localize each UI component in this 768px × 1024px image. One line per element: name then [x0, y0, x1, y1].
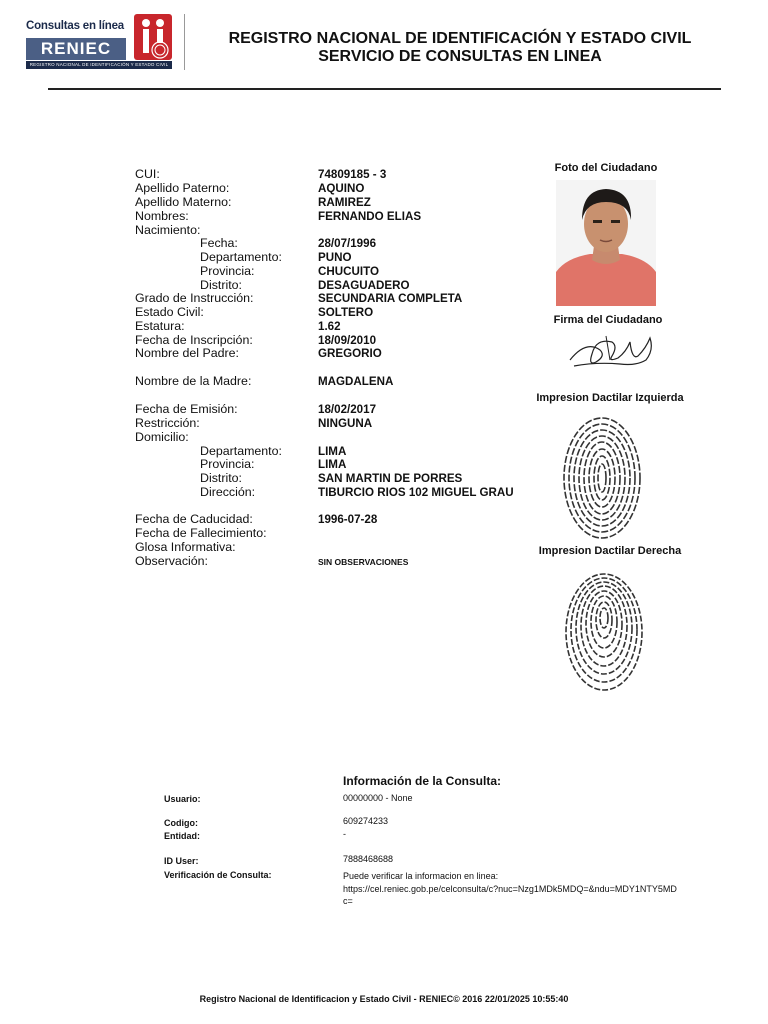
usuario-value: 00000000 - None	[343, 793, 413, 803]
citizen-photo	[556, 180, 656, 306]
citizen-signature	[566, 330, 658, 370]
apellido-paterno-label: Apellido Paterno:	[135, 181, 230, 195]
dom-provincia-label: Provincia:	[200, 457, 255, 471]
huella-derecha-caption: Impresion Dactilar Derecha	[538, 545, 682, 557]
nac-departamento-label: Departamento:	[200, 250, 282, 264]
entidad-value: -	[343, 829, 346, 839]
estatura-label: Estatura:	[135, 319, 185, 333]
nacimiento-label: Nacimiento:	[135, 223, 201, 237]
padre-label: Nombre del Padre:	[135, 346, 239, 360]
firma-caption: Firma del Ciudadano	[553, 314, 663, 326]
codigo-value: 609274233	[343, 816, 389, 826]
nac-fecha-value: 28/07/1996	[318, 237, 377, 250]
apellido-materno-label: Apellido Materno:	[135, 195, 232, 209]
entidad-label: Entidad:	[164, 831, 200, 841]
foto-caption: Foto del Ciudadano	[554, 162, 658, 174]
observacion-label: Observación:	[135, 554, 209, 568]
reniec-logo	[26, 14, 172, 70]
codigo-label: Codigo:	[164, 818, 198, 828]
nac-provincia-label: Provincia:	[200, 264, 255, 278]
nac-fecha-label: Fecha:	[200, 236, 238, 250]
logo-subtitle: REGISTRO NACIONAL DE IDENTIFICACIÓN Y ESTADO CIVIL	[26, 61, 172, 69]
logo-main-text: RENIEC	[26, 38, 126, 60]
dom-distrito-value: SAN MARTIN DE PORRES	[318, 472, 463, 485]
left-fingerprint-icon	[560, 412, 644, 542]
apellido-materno-value: RAMIREZ	[318, 196, 371, 209]
cui-label: CUI:	[135, 167, 160, 181]
caducidad-value: 1996-07-28	[318, 513, 378, 526]
madre-label: Nombre de la Madre:	[135, 374, 252, 388]
grado-value: SECUNDARIA COMPLETA	[318, 292, 463, 305]
fallecimiento-label: Fecha de Fallecimiento:	[135, 526, 267, 540]
dom-provincia-value: LIMA	[318, 458, 347, 471]
header-title: REGISTRO NACIONAL DE IDENTIFICACIÓN Y ESTADO CIVIL	[228, 30, 692, 47]
observacion-value: SIN OBSERVACIONES	[318, 557, 409, 567]
header-subtitle: SERVICIO DE CONSULTAS EN LINEA	[318, 48, 602, 65]
nac-distrito-value: DESAGUADERO	[318, 279, 410, 292]
dom-departamento-label: Departamento:	[200, 444, 282, 458]
madre-value: MAGDALENA	[318, 375, 394, 388]
verificacion-label: Verificación de Consulta:	[164, 870, 272, 880]
dom-distrito-label: Distrito:	[200, 471, 242, 485]
glosa-label: Glosa Informativa:	[135, 540, 236, 554]
inscripcion-value: 18/09/2010	[318, 334, 377, 347]
dom-direccion-value: TIBURCIO RIOS 102 MIGUEL GRAU	[318, 486, 514, 499]
estatura-value: 1.62	[318, 320, 341, 333]
restriccion-label: Restricción:	[135, 416, 200, 430]
usuario-label: Usuario:	[164, 794, 201, 804]
verificacion-text: Puede verificar la informacion en linea:	[343, 871, 499, 881]
nombres-value: FERNANDO ELIAS	[318, 210, 422, 223]
padre-value: GREGORIO	[318, 347, 382, 360]
dom-direccion-label: Dirección:	[200, 485, 256, 499]
header-rule	[48, 88, 721, 90]
apellido-paterno-value: AQUINO	[318, 182, 365, 195]
estado-civil-label: Estado Civil:	[135, 305, 204, 319]
cui-value: 74809185 - 3	[318, 168, 387, 181]
right-fingerprint-icon	[562, 568, 646, 694]
logo-top-text: Consultas en línea	[26, 20, 125, 32]
inscripcion-label: Fecha de Inscripción:	[135, 333, 253, 347]
nac-departamento-value: PUNO	[318, 251, 352, 264]
verificacion-url[interactable]: https://cel.reniec.gob.pe/celconsulta/c?nuc=Nzg1MDk5MDQ=&ndu=MDY1NTY5MD	[343, 884, 677, 894]
verificacion-url-cont[interactable]: c=	[343, 896, 353, 906]
caducidad-label: Fecha de Caducidad:	[135, 512, 253, 526]
id-user-value: 7888468688	[343, 854, 394, 864]
logo-emblem-icon	[134, 14, 172, 60]
nombres-label: Nombres:	[135, 209, 189, 223]
id-user-label: ID User:	[164, 856, 199, 866]
estado-civil-value: SOLTERO	[318, 306, 374, 319]
nac-provincia-value: CHUCUITO	[318, 265, 379, 278]
domicilio-label: Domicilio:	[135, 430, 189, 444]
emision-value: 18/02/2017	[318, 403, 377, 416]
emision-label: Fecha de Emisión:	[135, 402, 238, 416]
nac-distrito-label: Distrito:	[200, 278, 242, 292]
grado-label: Grado de Instrucción:	[135, 291, 254, 305]
page-footer: Registro Nacional de Identificacion y Estado Civil - RENIEC© 2016 22/01/2025 10:55:40	[199, 994, 569, 1004]
header-divider	[184, 14, 185, 70]
consulta-title: Información de la Consulta:	[343, 774, 502, 788]
dom-departamento-value: LIMA	[318, 445, 347, 458]
huella-izquierda-caption: Impresion Dactilar Izquierda	[536, 392, 684, 404]
restriccion-value: NINGUNA	[318, 417, 373, 430]
